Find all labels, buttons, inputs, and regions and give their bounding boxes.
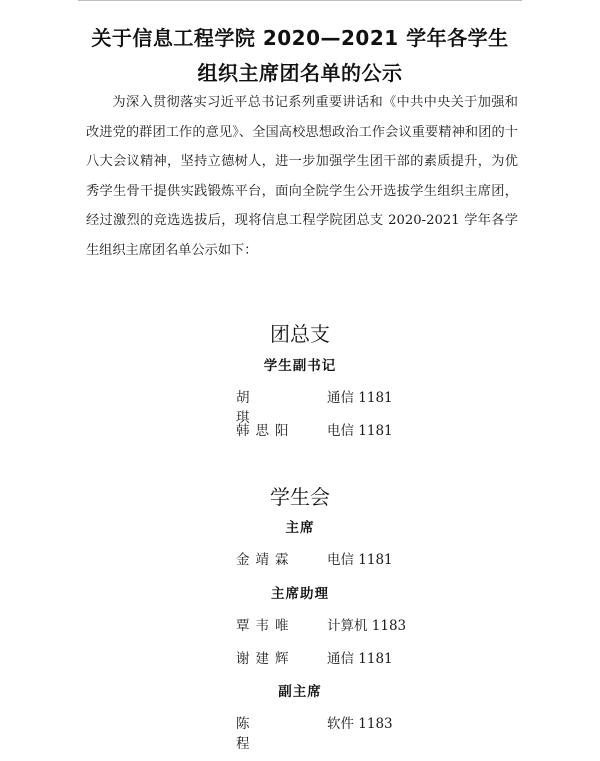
role-title-vice-secretary: 学生副书记: [263, 358, 337, 374]
member-name: 金靖霖: [236, 552, 295, 568]
member-name: 覃韦唯: [236, 618, 295, 634]
member-class: 通信 1181: [327, 390, 393, 406]
member-class: 计算机 1183: [327, 618, 407, 634]
member-name: 胡琪: [236, 390, 284, 426]
top-divider: [78, 0, 522, 1]
intro-paragraph: 为深入贯彻落实习近平总书记系列重要讲话和《中共中央关于加强和改进党的群团工作的意见》、全国高校思想政治工作会议重要精神和团的十八大会议精神，坚持立德树人，进一步加强学生团干部的素质提升，为优秀学生骨干提供实践锻炼平台，面向全院学生公开选拔学生组织主席团，经过激烈的竞选选拔后，现将信息工程学院团总支 2020-2021 学年各学生组织主席团名单公示如下：: [86, 95, 518, 258]
role-title-chairman: 主席: [285, 520, 315, 536]
document-title-line-2: 组织主席团名单的公示: [197, 61, 403, 85]
member-class: 软件 1183: [327, 716, 393, 732]
member-row: [236, 614, 476, 634]
member-name: 韩思阳: [236, 423, 295, 439]
section-title-student-union: 学生会: [270, 485, 330, 509]
member-class: 电信 1181: [327, 423, 393, 439]
member-class: 通信 1181: [327, 651, 393, 667]
section-title-tuanzongzhi: 团总支: [270, 322, 330, 346]
document-title-line-1: 关于信息工程学院 2020—2021 学年各学生: [91, 26, 509, 50]
member-row: [236, 548, 476, 568]
member-class: 电信 1181: [327, 552, 393, 568]
role-title-chairman-assistant: 主席助理: [271, 586, 329, 602]
member-row: [236, 647, 476, 667]
member-row: [236, 419, 476, 439]
member-name: 陈程: [236, 716, 284, 752]
member-name: 谢建辉: [236, 651, 295, 667]
member-row: [236, 386, 476, 426]
role-title-vice-chairman: 副主席: [278, 684, 322, 700]
member-row: [236, 712, 476, 752]
